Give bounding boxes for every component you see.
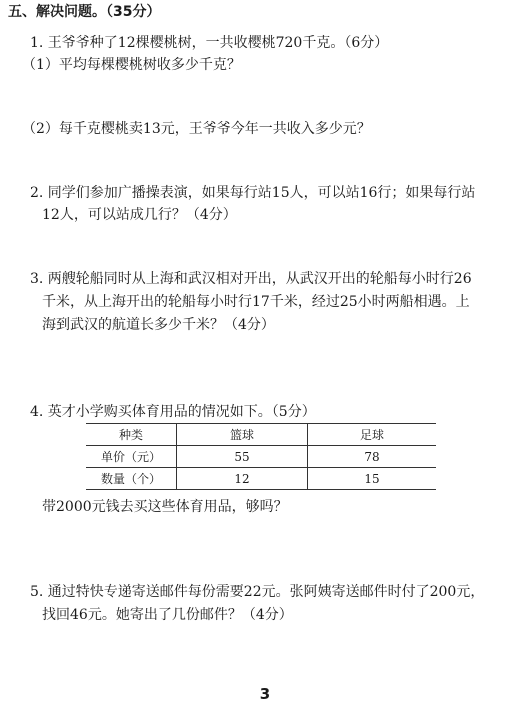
table-header-cell: 种类: [86, 424, 177, 446]
problem-4-stem: 4. 英才小学购买体育用品的情况如下。（5分）: [30, 404, 316, 420]
problem-1-stem: 1. 王爷爷种了12棵樱桃树，一共收樱桃720千克。（6分）: [30, 35, 389, 51]
sports-goods-table: [86, 423, 436, 490]
problem-3-line-3: 海到武汉的航道长多少千米？（4分）: [42, 317, 275, 333]
problem-3-line-2: 千米，从上海开出的轮船每小时行17千米，经过25小时两船相遇。上: [42, 294, 470, 310]
problem-1-sub-2: （2）每千克樱桃卖13元，王爷爷今年一共收入多少元？: [22, 121, 371, 137]
table-header-cell: 篮球: [177, 424, 308, 446]
table-cell: 数量（个）: [86, 468, 177, 490]
problem-5-line-1: 5. 通过特快专递寄送邮件每份需要22元。张阿姨寄送邮件时付了200元，: [30, 584, 485, 600]
page-number: 3: [259, 685, 271, 703]
table-header-cell: 足球: [308, 424, 437, 446]
table-cell: 12: [177, 468, 308, 490]
problem-2-line-2: 12人，可以站成几行？（4分）: [42, 207, 237, 223]
table-cell: 15: [308, 468, 437, 490]
table-row: [86, 446, 436, 468]
problem-1-sub-1: （1）平均每棵樱桃树收多少千克？: [22, 57, 241, 73]
table-header-row: [86, 424, 436, 446]
table-cell: 55: [177, 446, 308, 468]
problem-2-line-1: 2. 同学们参加广播操表演，如果每行站15人，可以站16行；如果每行站: [30, 185, 476, 201]
table-row: [86, 468, 436, 490]
problem-4-question: 带2000元钱去买这些体育用品，够吗？: [42, 499, 288, 515]
section-title: 五、解决问题。（35分）: [8, 4, 161, 20]
problem-5-line-2: 找回46元。她寄出了几份邮件？（4分）: [42, 607, 293, 623]
table-cell: 78: [308, 446, 437, 468]
table-cell: 单价（元）: [86, 446, 177, 468]
problem-3-line-1: 3. 两艘轮船同时从上海和武汉相对开出，从武汉开出的轮船每小时行26: [30, 271, 472, 287]
